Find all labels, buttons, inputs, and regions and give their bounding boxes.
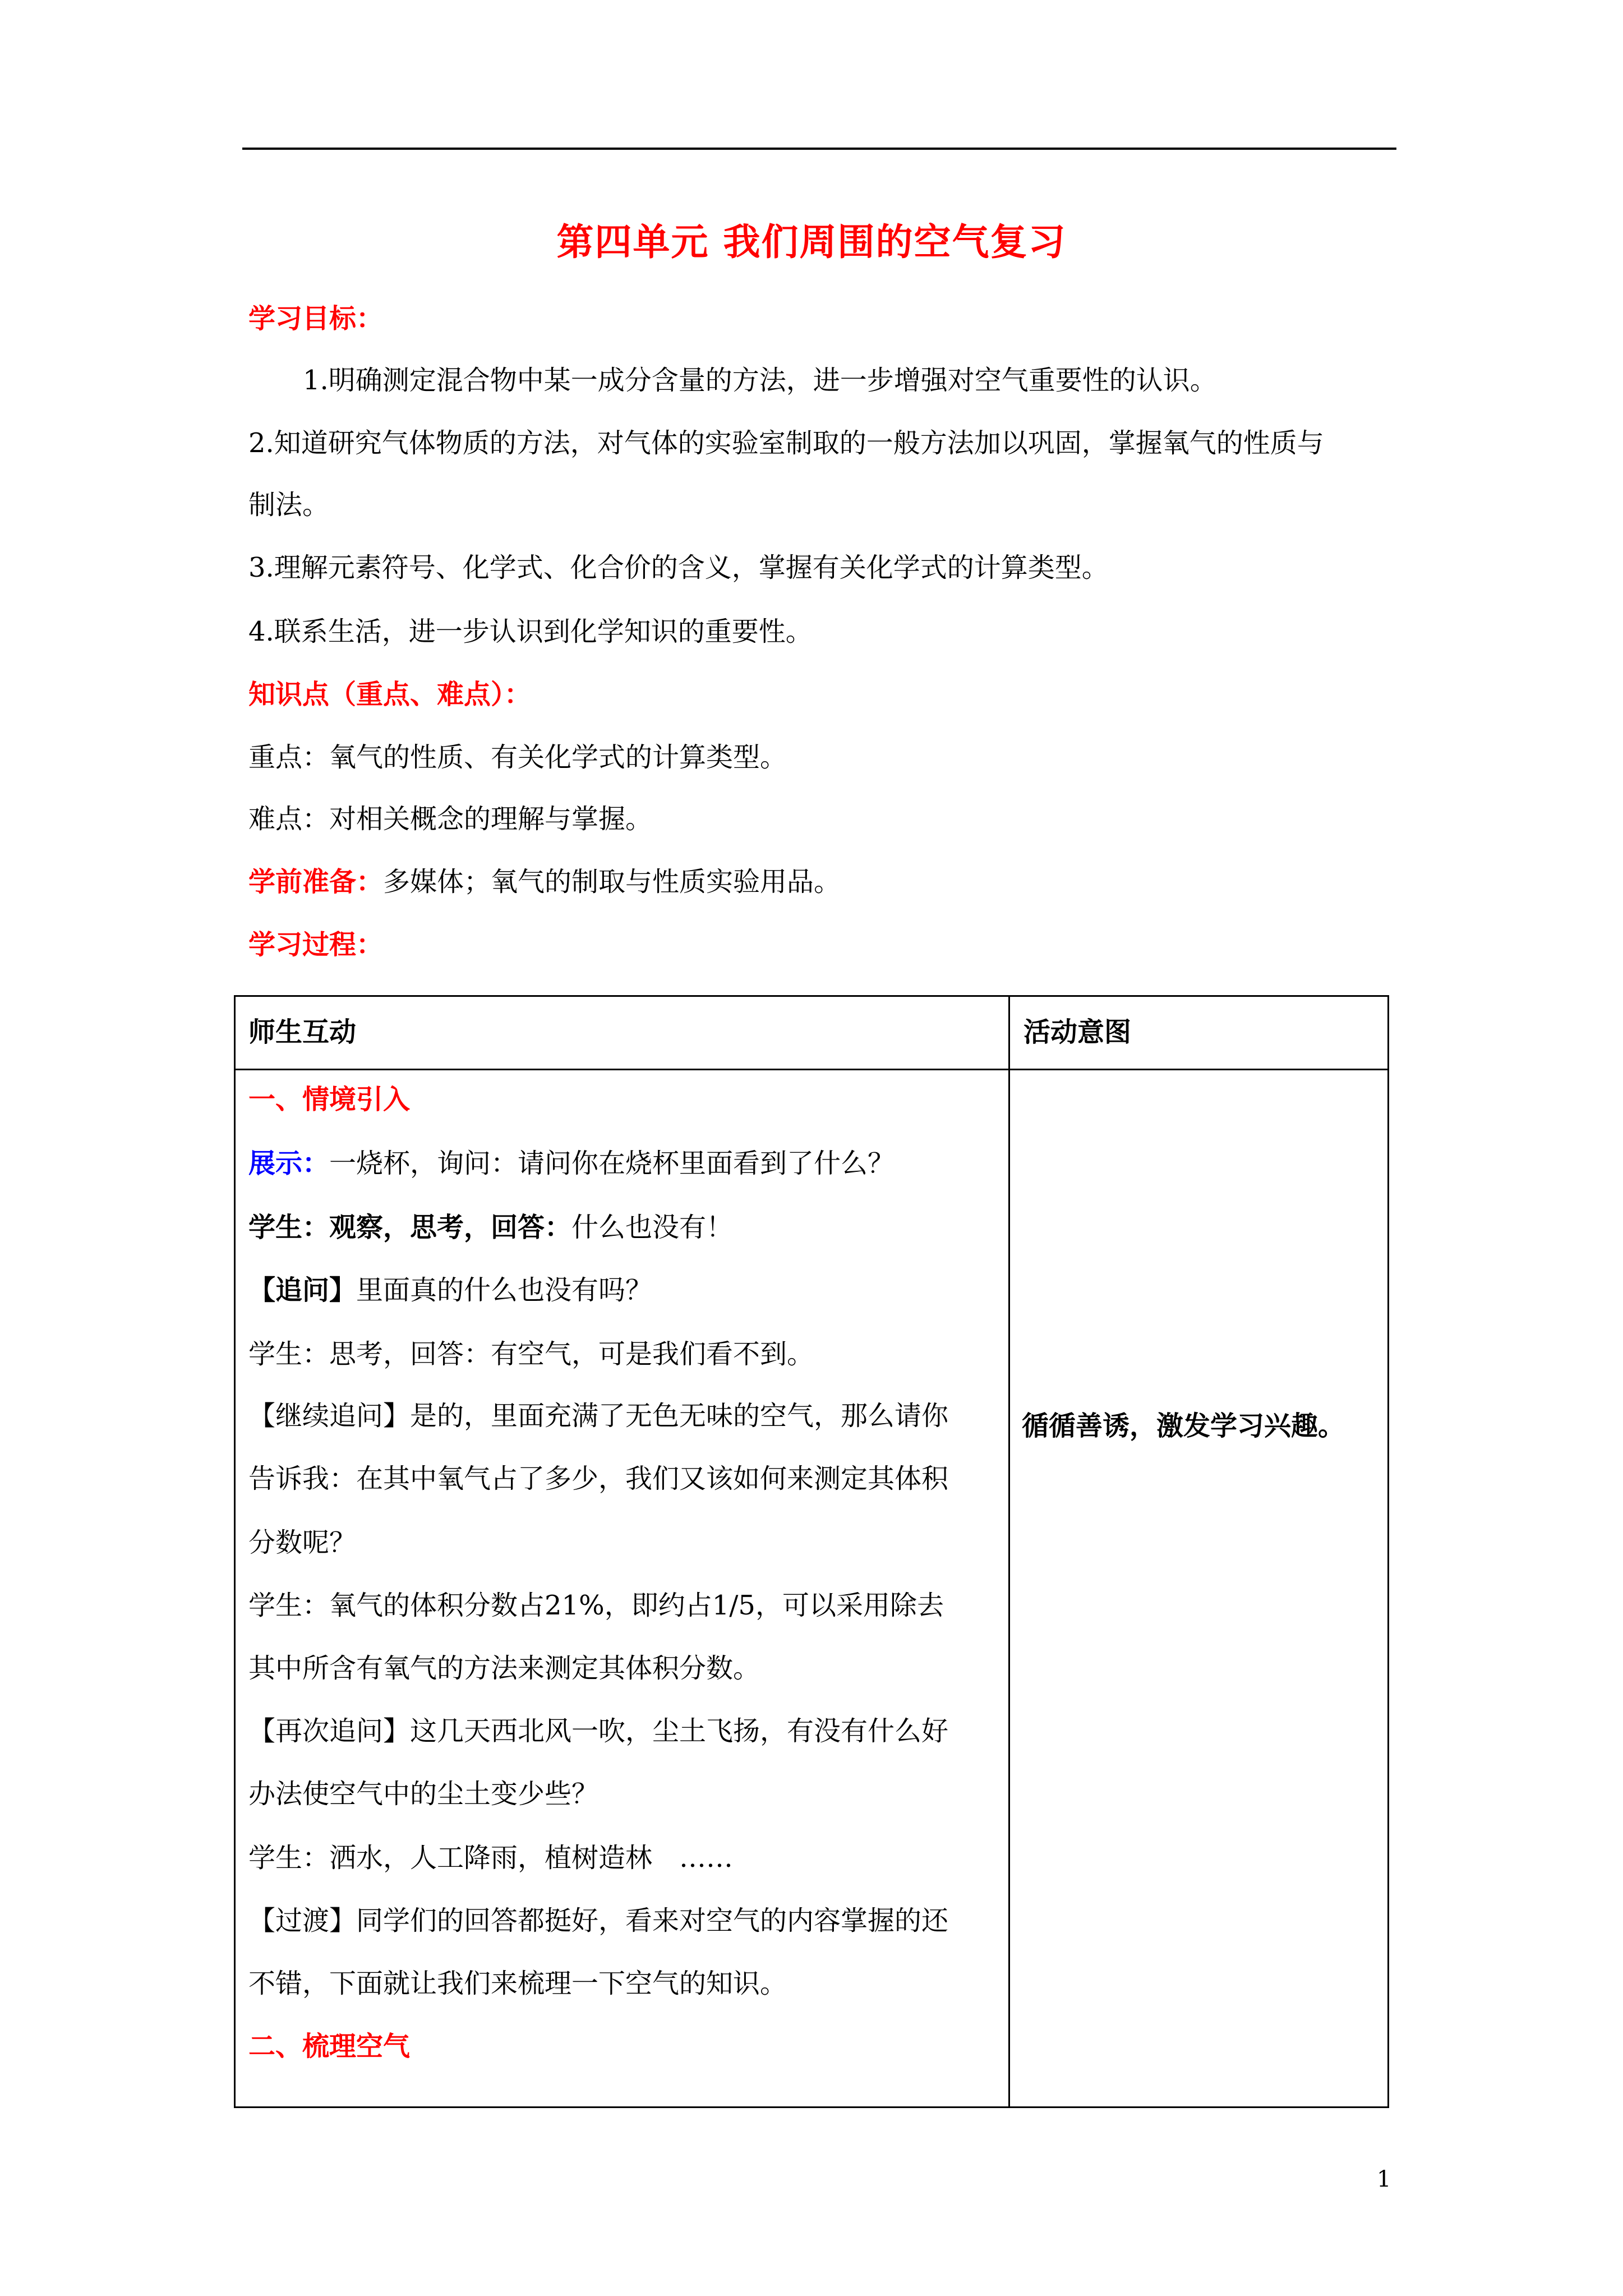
transition-text: 同学们的回答都挺好，看来对空气的内容掌握的还 bbox=[356, 1905, 949, 1936]
ask-2-line-2: 告诉我：在其中氧气占了多少，我们又该如何来测定其体积 bbox=[248, 1463, 949, 1494]
header-rule bbox=[242, 148, 1396, 150]
transition-line-2: 不错，下面就让我们来梳理一下空气的知识。 bbox=[248, 1968, 787, 1999]
goal-4: 4.联系生活，进一步认识到化学知识的重要性。 bbox=[248, 616, 813, 647]
transition-label: 【过渡】 bbox=[248, 1905, 357, 1936]
process-heading: 学习过程： bbox=[248, 929, 384, 960]
prep-label: 学前准备： bbox=[248, 866, 384, 898]
ask-1-label: 【追问】 bbox=[248, 1274, 357, 1306]
key-point: 重点：氧气的性质、有关化学式的计算类型。 bbox=[248, 742, 787, 773]
show-label: 展示： bbox=[248, 1148, 330, 1179]
ask-2-line-3: 分数呢？ bbox=[248, 1527, 357, 1558]
goal-1: 1.明确测定混合物中某一成分含量的方法，进一步增强对空气重要性的认识。 bbox=[303, 365, 1217, 396]
ask-3-line-2: 办法使空气中的尘土变少些？ bbox=[248, 1778, 599, 1810]
knowledge-heading: 知识点（重点、难点）： bbox=[248, 679, 532, 710]
activity-intent: 循循善诱，激发学习兴趣。 bbox=[1022, 1410, 1345, 1442]
student-3-line-2: 其中所含有氧气的方法来测定其体积分数。 bbox=[248, 1653, 760, 1684]
transition-line bbox=[248, 1904, 948, 1938]
section-intro-heading: 一、情境引入 bbox=[248, 1084, 411, 1115]
ask-line-1 bbox=[248, 1273, 652, 1307]
preparation bbox=[248, 865, 841, 899]
student-3-line-1: 学生：氧气的体积分数占21%，即约占1/5，可以采用除去 bbox=[248, 1590, 944, 1621]
ask-2-text: 是的，里面充满了无色无味的空气，那么请你 bbox=[410, 1400, 949, 1432]
goals-heading: 学习目标： bbox=[248, 303, 384, 334]
goal-2: 2.知道研究气体物质的方法，对气体的实验室制取的一般方法加以巩固，掌握氧气的性质与 bbox=[248, 427, 1324, 459]
goal-3: 3.理解元素符号、化学式、化合价的含义，掌握有关化学式的计算类型。 bbox=[248, 552, 1109, 583]
student-1-label: 学生：观察，思考，回答： bbox=[248, 1212, 572, 1243]
student-line-4: 学生：洒水，人工降雨，植树造林 …… bbox=[248, 1842, 734, 1874]
ask-2-label: 【继续追问】 bbox=[248, 1400, 411, 1432]
table-column-divider bbox=[1008, 995, 1010, 2108]
table-header-divider bbox=[234, 1069, 1389, 1070]
student-line-2: 学生：思考，回答：有空气，可是我们看不到。 bbox=[248, 1338, 814, 1370]
section-review-heading: 二、梳理空气 bbox=[248, 2031, 411, 2062]
goal-2-continued: 制法。 bbox=[248, 489, 330, 521]
table-header-interaction: 师生互动 bbox=[248, 1016, 357, 1048]
prep-text: 多媒体；氧气的制取与性质实验用品。 bbox=[383, 866, 841, 898]
student-1-text: 什么也没有！ bbox=[571, 1212, 734, 1243]
document-title: 第四单元 我们周围的空气复习 bbox=[556, 220, 1067, 264]
student-line-1 bbox=[248, 1211, 733, 1244]
table-header-intent: 活动意图 bbox=[1023, 1016, 1132, 1048]
ask-3-label: 【再次追问】 bbox=[248, 1715, 411, 1747]
ask-3-text: 这几天西北风一吹，尘土飞扬，有没有什么好 bbox=[410, 1715, 949, 1747]
difficult-point: 难点：对相关概念的理解与掌握。 bbox=[248, 803, 653, 835]
page-number: 1 bbox=[1377, 2166, 1391, 2192]
ask-line-2 bbox=[248, 1399, 948, 1433]
ask-1-text: 里面真的什么也没有吗？ bbox=[356, 1274, 653, 1306]
show-text: 一烧杯，询问：请问你在烧杯里面看到了什么？ bbox=[329, 1148, 895, 1179]
ask-line-3 bbox=[248, 1714, 948, 1748]
show-line bbox=[248, 1147, 895, 1180]
